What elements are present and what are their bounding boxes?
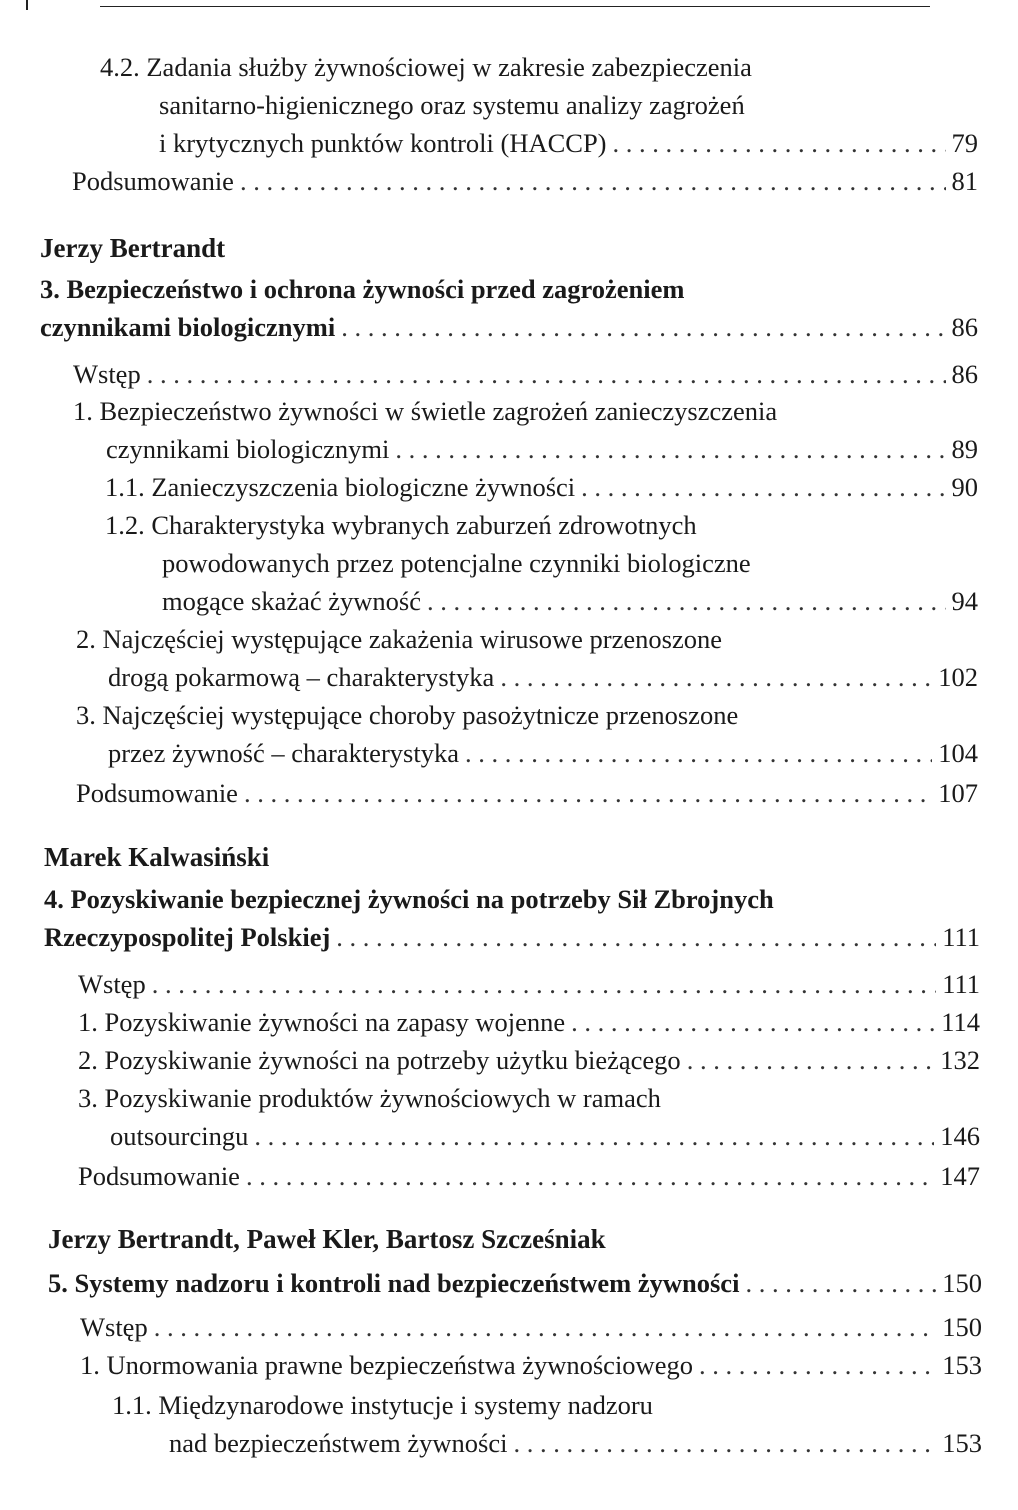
toc-entry-line: 3. Bezpieczeństwo i ochrona żywności przed zagrożeniem bbox=[40, 274, 685, 304]
toc-entry-line: sanitarno-higienicznego oraz systemu analizy zagrożeń bbox=[159, 90, 745, 120]
toc-entry-title: Rzeczypospolitej Polskiej bbox=[44, 922, 331, 952]
toc-entry-title: czynnikami biologicznymi bbox=[40, 312, 336, 342]
page-number: 132 bbox=[940, 1045, 980, 1075]
toc-entry[interactable] bbox=[112, 1386, 982, 1462]
dot-leader bbox=[427, 582, 946, 620]
dot-leader bbox=[500, 658, 932, 696]
page-number: 90 bbox=[951, 472, 978, 502]
dot-leader bbox=[395, 430, 945, 468]
toc-entry-line: 3. Najczęściej występujące choroby pasożytnicze przenoszone bbox=[76, 700, 739, 730]
dot-leader bbox=[246, 1157, 934, 1195]
toc-entry[interactable] bbox=[78, 1003, 980, 1041]
toc-chapter-entry[interactable] bbox=[48, 1264, 982, 1302]
page-number: 153 bbox=[942, 1350, 982, 1380]
toc-entry-line: 1.1. Międzynarodowe instytucje i systemy nadzoru bbox=[112, 1390, 653, 1420]
dot-leader bbox=[465, 734, 932, 772]
dot-leader bbox=[341, 308, 945, 346]
page-number: 102 bbox=[938, 662, 978, 692]
toc-entry-title: czynnikami biologicznymi bbox=[106, 434, 390, 464]
toc-entry-line: powodowanych przez potencjalne czynniki biologiczne bbox=[162, 548, 751, 578]
page-number: 89 bbox=[951, 434, 978, 464]
page-corner-mark bbox=[26, 0, 28, 10]
toc-entry-title: Podsumowanie bbox=[76, 778, 238, 808]
page-number: 153 bbox=[942, 1428, 982, 1458]
toc-entry[interactable] bbox=[100, 48, 978, 162]
toc-entry[interactable] bbox=[76, 696, 978, 772]
toc-entry-title: mogące skażać żywność bbox=[162, 586, 421, 616]
dot-leader bbox=[613, 124, 946, 162]
toc-entry-title: Wstęp bbox=[78, 969, 146, 999]
toc-entry-title: 1. Unormowania prawne bezpieczeństwa żywnościowego bbox=[80, 1350, 693, 1380]
toc-entry[interactable] bbox=[78, 1157, 980, 1195]
dot-leader bbox=[745, 1264, 936, 1302]
page-number: 104 bbox=[938, 738, 978, 768]
dot-leader bbox=[154, 1308, 937, 1346]
toc-entry[interactable] bbox=[78, 1079, 980, 1155]
page-number: 111 bbox=[942, 922, 980, 952]
toc-entry[interactable] bbox=[78, 965, 980, 1003]
toc-entry-title: 2. Pozyskiwanie żywności na potrzeby użytku bieżącego bbox=[78, 1045, 681, 1075]
toc-entry-title: 5. Systemy nadzoru i kontroli nad bezpieczeństwem żywności bbox=[48, 1268, 740, 1298]
toc-entry-line: 2. Najczęściej występujące zakażenia wirusowe przenoszone bbox=[76, 624, 722, 654]
toc-entry-title: 1. Pozyskiwanie żywności na zapasy wojenne bbox=[78, 1007, 566, 1037]
toc-entry-line: 1. Bezpieczeństwo żywności w świetle zagrożeń zanieczyszczenia bbox=[73, 396, 778, 426]
toc-entry-line: 1.2. Charakterystyka wybranych zaburzeń zdrowotnych bbox=[105, 510, 697, 540]
page-number: 94 bbox=[951, 586, 978, 616]
page-number: 86 bbox=[951, 312, 978, 342]
page-number: 79 bbox=[951, 128, 978, 158]
author-heading: Marek Kalwasiński bbox=[44, 842, 270, 872]
dot-leader bbox=[240, 162, 946, 200]
toc-entry-title: przez żywność – charakterystyka bbox=[108, 738, 459, 768]
page-number: 147 bbox=[940, 1161, 980, 1191]
toc-chapter-entry[interactable] bbox=[40, 270, 978, 346]
toc-entry-line: 4.2. Zadania służby żywnościowej w zakresie zabezpieczenia bbox=[100, 52, 752, 82]
toc-entry[interactable] bbox=[76, 774, 978, 812]
toc-entry[interactable] bbox=[72, 162, 978, 200]
toc-entry[interactable] bbox=[105, 468, 978, 506]
dot-leader bbox=[244, 774, 932, 812]
toc-entry-title: Podsumowanie bbox=[78, 1161, 240, 1191]
page-number: 86 bbox=[951, 359, 978, 389]
page-number: 146 bbox=[940, 1121, 980, 1151]
page-number: 81 bbox=[951, 166, 978, 196]
page-number: 111 bbox=[942, 969, 980, 999]
page-number: 150 bbox=[942, 1268, 982, 1298]
toc-entry[interactable] bbox=[80, 1346, 982, 1384]
dot-leader bbox=[571, 1003, 935, 1041]
toc-entry[interactable] bbox=[73, 392, 978, 468]
toc-entry[interactable] bbox=[73, 355, 978, 393]
dot-leader bbox=[513, 1424, 936, 1462]
dot-leader bbox=[581, 468, 945, 506]
toc-entry-title: Wstęp bbox=[73, 359, 141, 389]
dot-leader bbox=[147, 355, 946, 393]
toc-entry-title: Wstęp bbox=[80, 1312, 148, 1342]
toc-entry-title: nad bezpieczeństwem żywności bbox=[169, 1428, 508, 1458]
toc-entry-line: 4. Pozyskiwanie bezpiecznej żywności na potrzeby Sił Zbrojnych bbox=[44, 884, 774, 914]
dot-leader bbox=[254, 1117, 934, 1155]
toc-entry[interactable] bbox=[78, 1041, 980, 1079]
toc-entry-line: 3. Pozyskiwanie produktów żywnościowych w ramach bbox=[78, 1083, 661, 1113]
toc-entry[interactable] bbox=[80, 1308, 982, 1346]
dot-leader bbox=[699, 1346, 936, 1384]
author-heading: Jerzy Bertrandt bbox=[40, 233, 226, 263]
author-heading: Jerzy Bertrandt, Paweł Kler, Bartosz Szcześniak bbox=[48, 1224, 606, 1254]
toc-entry-title: Podsumowanie bbox=[72, 166, 234, 196]
top-rule bbox=[100, 6, 930, 7]
dot-leader bbox=[336, 918, 936, 956]
page-number: 107 bbox=[938, 778, 978, 808]
dot-leader bbox=[152, 965, 937, 1003]
toc-entry-title: outsourcingu bbox=[110, 1121, 249, 1151]
dot-leader bbox=[687, 1041, 935, 1079]
toc-entry-title: i krytycznych punktów kontroli (HACCP) bbox=[159, 128, 607, 158]
toc-entry-title: 1.1. Zanieczyszczenia biologiczne żywności bbox=[105, 472, 576, 502]
page-number: 114 bbox=[941, 1007, 980, 1037]
toc-entry-title: drogą pokarmową – charakterystyka bbox=[108, 662, 495, 692]
page-number: 150 bbox=[942, 1312, 982, 1342]
toc-chapter-entry[interactable] bbox=[44, 880, 980, 956]
toc-entry[interactable] bbox=[105, 506, 978, 620]
toc-entry[interactable] bbox=[76, 620, 978, 696]
